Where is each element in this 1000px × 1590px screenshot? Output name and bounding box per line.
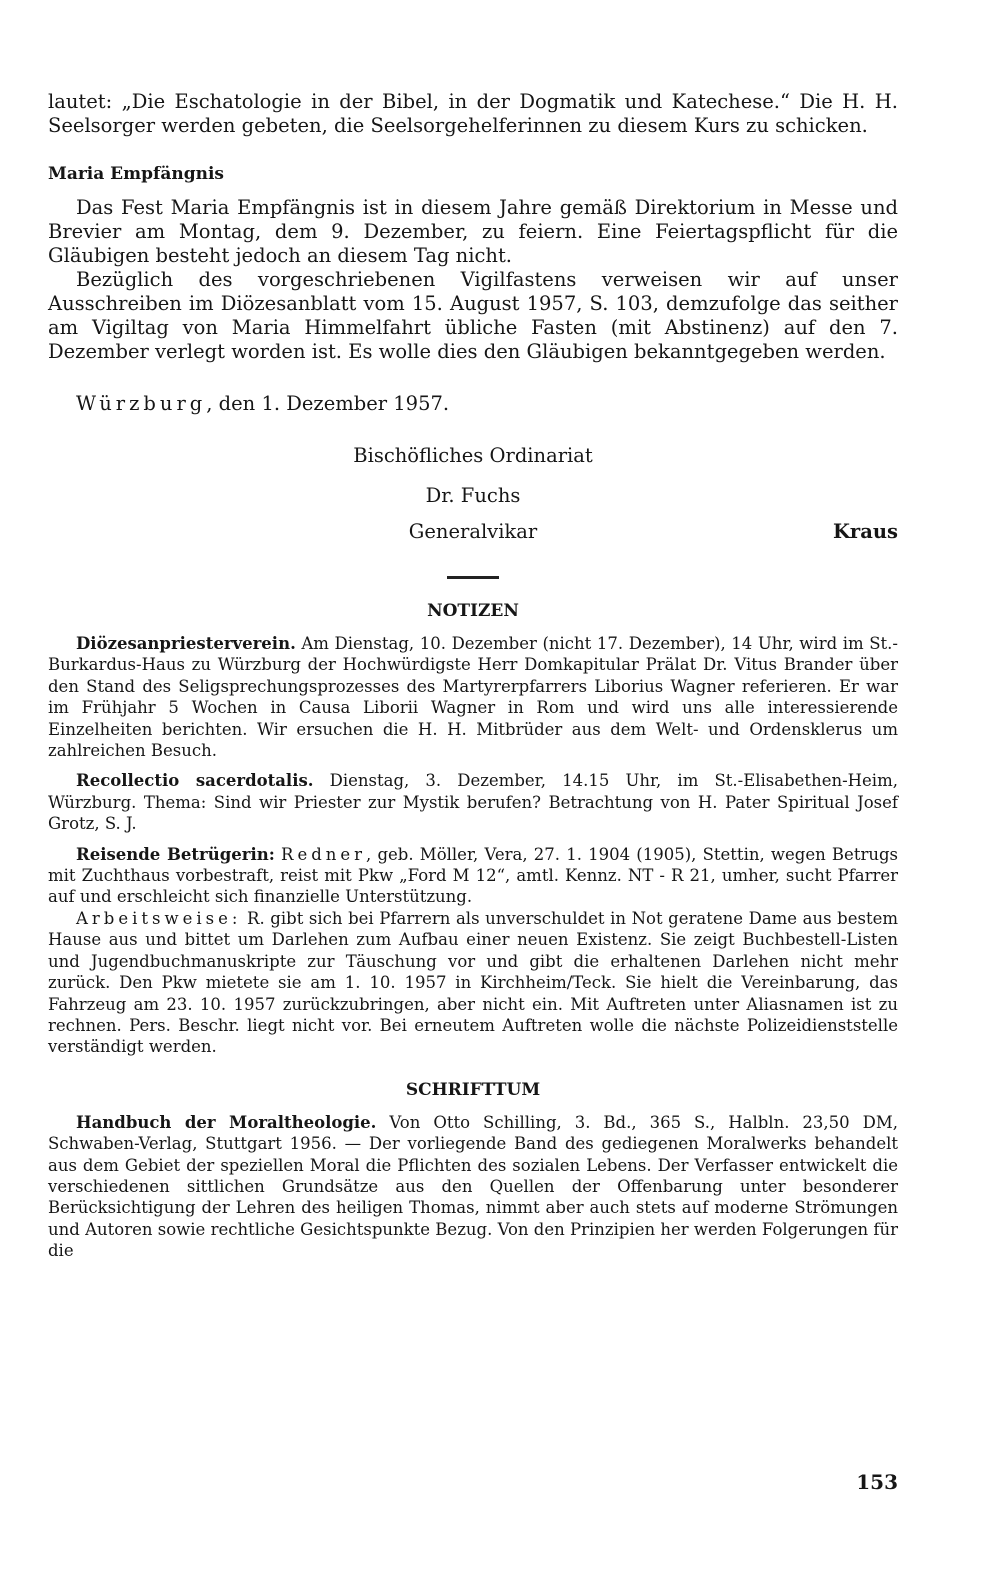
section-divider — [447, 576, 499, 579]
signature-office: Bischöfliches Ordinariat — [353, 444, 593, 467]
intro-paragraph: lautet: „Die Eschatologie in der Bibel, in der Dogmatik und Katechese.“ Die H. H. Seelsorger werden gebeten, die Seelsorgehelferinnen zu diesem Kurs zu schicken. — [48, 90, 898, 137]
book-review-text: Von Otto Schilling, 3. Bd., 365 S., Halbln. 23,50 DM, Schwaben-Verlag, Stuttgart 1956. — Der vorliegende Band des gediegenen Moralwerks behandelt aus dem Gebiet der speziellen Moral die Pflichten des sozialen Lebens. Der Verfasser entwickelt die verschiedenen sittlichen Grundsätze aus den Quellen der Offenbarung unter besonderer Berücksichtigung der Lehren des heiligen Thomas, nimmt aber auch stets auf moderne Strömungen und Autoren sowie rechtliche Gesichtspunkte Bezug. Von den Prinzipien her werden Folgerungen für die — [48, 1112, 898, 1261]
book-title: Handbuch der Moraltheologie. — [76, 1112, 377, 1132]
notice-recollectio — [48, 770, 898, 834]
dateline-date: , den 1. Dezember 1957. — [206, 392, 450, 415]
signature-secretary: Kraus — [832, 520, 898, 543]
notice-betruegerin — [48, 844, 898, 908]
book-review — [48, 1112, 898, 1262]
document-page — [48, 90, 898, 1262]
method-text: R. gibt sich bei Pfarrern als unverschuldet in Not geratene Dame aus bestem Hause aus und bittet um Darlehen zum Aufbau einer neuen Existenz. Sie zeigt Buchbestell-Listen und Jugendbuchmanuskripte zur Täuschung vor und gibt die erhaltenen Darlehen nicht mehr zurück. Den Pkw mietete sie am 1. 10. 1957 in Kirchheim/Teck. Sie hielt die Vereinbarung, das Fahrzeug am 23. 10. 1957 zurückzubringen, aber nicht ein. Mit Auftreten unter Aliasnamen ist zu rechnen. Pers. Beschr. liegt nicht vor. Bei erneutem Auftreten wolle die nächste Polizeidienststelle verständigt werden. — [48, 908, 898, 1057]
signature-title: Generalvikar — [408, 520, 538, 543]
signature-name: Dr. Fuchs — [425, 484, 521, 507]
notice-text: Am Dienstag, 10. Dezember (nicht 17. Dezember), 14 Uhr, wird im St.-Burkardus-Haus zu Würzburg der Hochwürdigste Herr Domkapitular Prälat Dr. Vitus Brander über den Stand des Seligsprechungsprozesses des Martyrerpfarrers Liborius Wagner referieren. Er war im Frühjahr 5 Wochen in Causa Liborii Wagner in Rom und wird uns alle interessierende Einzelheiten berichten. Wir ersuchen die H. H. Mitbrüder aus dem Welt- und Ordensklerus um zahlreichen Besuch. — [48, 634, 898, 761]
section-heading-maria: Maria Empfängnis — [48, 164, 224, 184]
notice-text: Dienstag, 3. Dezember, 14.15 Uhr, im St.-Elisabethen-Heim, Würzburg. Thema: Sind wir Priester zur Mystik berufen? Betrachtung von H. Pater Spiritual Josef Grotz, S. J. — [48, 771, 898, 834]
dateline-place: Würzburg — [76, 392, 207, 415]
signature-row — [48, 520, 898, 544]
notice-dioezesanpriesterverein — [48, 633, 898, 761]
notice-title: Recollectio sacerdotalis. — [76, 771, 314, 791]
suspect-name: Redner — [281, 844, 367, 864]
page-number: 153 — [856, 1470, 898, 1494]
dateline — [48, 392, 898, 416]
notice-title: Reisende Betrügerin: — [76, 844, 275, 864]
maria-paragraph-1: Das Fest Maria Empfängnis ist in diesem Jahre gemäß Direktorium in Messe und Brevier am Montag, dem 9. Dezember, zu feiern. Eine Feiertagspflicht für die Gläubigen besteht jedoch an diesem Tag nicht. — [48, 196, 898, 267]
notice-arbeitsweise — [48, 908, 898, 1058]
notice-title: Diözesanpriesterverein. — [76, 634, 296, 653]
schrifttum-heading: SCHRIFTTUM — [405, 1079, 541, 1100]
notice-text: , geb. Möller, Vera, 27. 1. 1904 (1905), Stettin, wegen Betrugs mit Zuchthaus vorbestraft, reist mit Pkw „Ford M 12“, amtl. Kennz. NT - R 21, umher, sucht Pfarrer auf und erschleicht sich finanzielle Unterstützung. — [48, 844, 898, 907]
maria-paragraph-2: Bezüglich des vorgeschriebenen Vigilfastens verweisen wir auf unser Ausschreiben im Diözesanblatt vom 15. August 1957, S. 103, demzufolge das seither am Vigiltag von Maria Himmelfahrt übliche Fasten (mit Abstinenz) auf den 7. Dezember verlegt worden ist. Es wolle dies den Gläubigen bekanntgegeben werden. — [48, 268, 898, 363]
method-label: Arbeitsweise: — [76, 908, 242, 928]
notizen-heading: NOTIZEN — [427, 601, 519, 621]
